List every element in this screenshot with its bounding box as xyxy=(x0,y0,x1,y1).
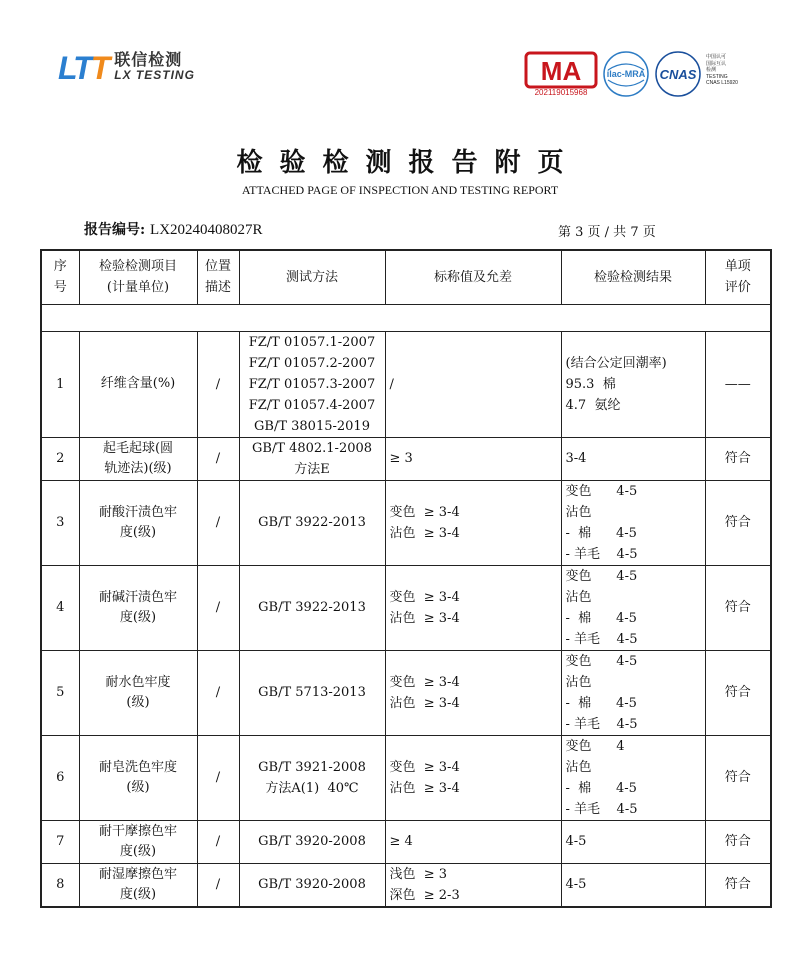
cell-result: 3-4 xyxy=(561,437,705,480)
report-number-value: LX20240408027R xyxy=(150,222,263,238)
report-number-label: 报告编号: xyxy=(84,222,146,238)
table-row xyxy=(41,480,771,565)
cell-method: GB/T 4802.1-2008 方法E xyxy=(239,437,385,480)
cell-evaluation: 符合 xyxy=(705,650,771,735)
cell-nominal: 浅色 ≥ 3 深色 ≥ 2-3 xyxy=(385,863,561,907)
col-header-no: 序 号 xyxy=(41,250,79,304)
cell-no: 4 xyxy=(41,565,79,650)
certification-marks xyxy=(524,50,764,100)
page-subtitle: ATTACHED PAGE OF INSPECTION AND TESTING REPORT xyxy=(241,183,559,197)
table-row xyxy=(41,650,771,735)
cell-no: 1 xyxy=(41,331,79,437)
cell-item: 纤维含量(%) xyxy=(79,331,197,437)
col-header-method: 测试方法 xyxy=(239,250,385,304)
cell-position: / xyxy=(197,650,239,735)
cell-item: 耐干摩擦色牢 度(级) xyxy=(79,820,197,863)
cell-nominal: 变色 ≥ 3-4 沾色 ≥ 3-4 xyxy=(385,650,561,735)
cell-position: / xyxy=(197,735,239,820)
cell-nominal: 变色 ≥ 3-4 沾色 ≥ 3-4 xyxy=(385,735,561,820)
cell-nominal: 变色 ≥ 3-4 沾色 ≥ 3-4 xyxy=(385,565,561,650)
cell-method: GB/T 3922-2013 xyxy=(239,480,385,565)
cell-position: / xyxy=(197,565,239,650)
cell-result: (结合公定回潮率) 95.3 棉 4.7 氨纶 xyxy=(561,331,705,437)
table-row xyxy=(41,565,771,650)
cma-seal-icon xyxy=(526,53,596,87)
cell-item: 耐水色牢度 (级) xyxy=(79,650,197,735)
cell-method: GB/T 3920-2008 xyxy=(239,863,385,907)
cell-result: 变色 4-5 沾色 - 棉 4-5 - 羊毛 4-5 xyxy=(561,565,705,650)
col-header-position: 位置 描述 xyxy=(197,250,239,304)
col-header-evaluation: 单项 评价 xyxy=(705,250,771,304)
table-row xyxy=(41,735,771,820)
cell-nominal: ≥ 4 xyxy=(385,820,561,863)
cell-method: GB/T 3920-2008 xyxy=(239,820,385,863)
col-header-item: 检验检测项目 (计量单位) xyxy=(79,250,197,304)
logo-name-en: LX TESTING xyxy=(114,68,195,82)
table-row xyxy=(41,820,771,863)
cell-item: 耐碱汗渍色牢 度(级) xyxy=(79,565,197,650)
spacer-row xyxy=(41,304,771,331)
cell-evaluation: 符合 xyxy=(705,735,771,820)
cell-nominal: 变色 ≥ 3-4 沾色 ≥ 3-4 xyxy=(385,480,561,565)
logo-mark: LTT xyxy=(58,50,109,86)
table-row xyxy=(41,863,771,907)
cell-evaluation: 符合 xyxy=(705,820,771,863)
cell-method: FZ/T 01057.1-2007 FZ/T 01057.2-2007 FZ/T 01057.3-2007 FZ/T 01057.4-2007 GB/T 38015-2019 xyxy=(239,331,385,437)
cell-result: 变色 4 沾色 - 棉 4-5 - 羊毛 4-5 xyxy=(561,735,705,820)
cell-nominal: / xyxy=(385,331,561,437)
cell-position: / xyxy=(197,863,239,907)
cell-position: / xyxy=(197,480,239,565)
cell-result: 变色 4-5 沾色 - 棉 4-5 - 羊毛 4-5 xyxy=(561,480,705,565)
table-row xyxy=(41,331,771,437)
cell-no: 6 xyxy=(41,735,79,820)
report-number xyxy=(84,219,263,239)
cell-method: GB/T 3922-2013 xyxy=(239,565,385,650)
cell-evaluation: —— xyxy=(705,331,771,437)
cell-item: 耐湿摩擦色牢 度(级) xyxy=(79,863,197,907)
cell-result: 4-5 xyxy=(561,863,705,907)
cell-position: / xyxy=(197,437,239,480)
cell-result: 4-5 xyxy=(561,820,705,863)
cell-method: GB/T 5713-2013 xyxy=(239,650,385,735)
company-logo xyxy=(58,52,195,84)
cell-item: 耐酸汗渍色牢 度(级) xyxy=(79,480,197,565)
ilac-mra-icon xyxy=(604,52,648,96)
cell-nominal: ≥ 3 xyxy=(385,437,561,480)
header-row xyxy=(41,250,771,304)
cell-no: 5 xyxy=(41,650,79,735)
cell-item: 耐皂洗色牢度 (级) xyxy=(79,735,197,820)
cma-number: 202119015968 xyxy=(534,88,588,97)
cell-result: 变色 4-5 沾色 - 棉 4-5 - 羊毛 4-5 xyxy=(561,650,705,735)
svg-text:CNAS: CNAS xyxy=(659,67,697,82)
col-header-nominal: 标称值及允差 xyxy=(385,250,561,304)
cell-no: 7 xyxy=(41,820,79,863)
cnas-icon xyxy=(656,52,700,96)
cnas-accreditation-text: 中国认可 国际互认 检测 TESTING CNAS L15920 xyxy=(706,54,738,86)
cell-no: 3 xyxy=(41,480,79,565)
cell-method: GB/T 3921-2008 方法A(1) 40℃ xyxy=(239,735,385,820)
table-row xyxy=(41,437,771,480)
cell-position: / xyxy=(197,820,239,863)
page-indicator: 第 3 页 / 共 7 页 xyxy=(558,225,656,240)
col-header-result: 检验检测结果 xyxy=(561,250,705,304)
cell-item: 起毛起球(圆 轨迹法)(级) xyxy=(79,437,197,480)
cell-no: 8 xyxy=(41,863,79,907)
svg-text:MA: MA xyxy=(540,56,582,86)
cell-evaluation: 符合 xyxy=(705,437,771,480)
cell-evaluation: 符合 xyxy=(705,863,771,907)
cell-no: 2 xyxy=(41,437,79,480)
table-body xyxy=(41,304,771,907)
results-table xyxy=(40,249,772,908)
cell-position: / xyxy=(197,331,239,437)
cell-evaluation: 符合 xyxy=(705,565,771,650)
cell-evaluation: 符合 xyxy=(705,480,771,565)
svg-text:ilac-MRA: ilac-MRA xyxy=(606,69,646,79)
page-title: 检验检测报告附页 xyxy=(236,148,581,178)
logo-name-cn: 联信检测 xyxy=(114,52,183,69)
table-header xyxy=(41,250,771,304)
